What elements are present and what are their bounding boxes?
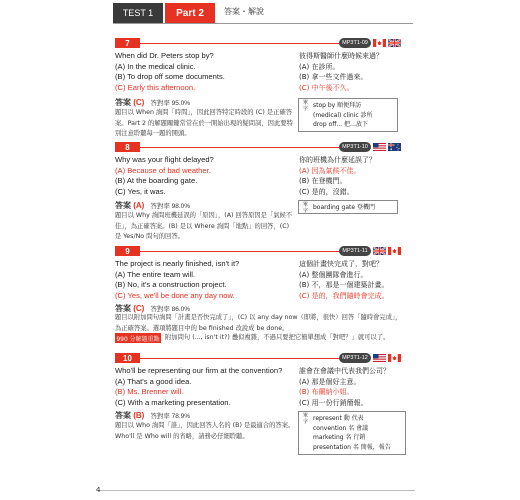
translation-b: (B) 拿一些文件過來。 <box>299 73 368 82</box>
translation-a: (A) 整個團隊會進行。 <box>299 270 368 279</box>
translation-a: (A) 在診所。 <box>299 62 340 71</box>
audio-track-button[interactable]: MP3 T1-09 <box>339 38 371 48</box>
option-a-correct: (A) Because of bad weather. <box>115 165 211 175</box>
translation-prompt: 你的班機為什麼延誤了？ <box>299 156 376 164</box>
translation-c-correct: (C) 中午後不久。 <box>299 83 354 92</box>
australia-flag-icon <box>388 143 401 151</box>
translation-prompt: 彼得斯醫師什麼時候來過？ <box>299 52 383 60</box>
header-divider <box>113 23 413 24</box>
translation-prompt: 誰會在會議中代表我們公司？ <box>299 367 390 375</box>
translation-b: (B) 不，那是一個建築計畫。 <box>299 281 389 290</box>
audio-track-button[interactable]: MP3 T1-11 <box>339 246 371 256</box>
translation-a: (A) 那是個好主意。 <box>299 377 361 386</box>
explanation: 題目以 Who 詢問「誰」，因此回答人名的 (B) 是最適合的答案。Who'll 是 Who will 的省略，請務必仔細聆聽。 <box>115 422 295 440</box>
us-flag-icon <box>373 143 386 151</box>
divider <box>140 358 345 359</box>
divider <box>140 251 345 252</box>
canada-flag-icon <box>373 39 386 47</box>
option-b-correct: (B) Ms. Brenner will. <box>115 387 184 397</box>
option-c: (C) With a marketing presentation. <box>115 397 231 407</box>
option-c-correct: (C) Early this afternoon. <box>115 82 196 92</box>
divider <box>140 43 345 44</box>
section-title: 答案・解說 <box>224 7 264 16</box>
footer-divider <box>100 490 415 491</box>
vocab-item: stop by 順便拜訪 <box>313 102 362 109</box>
us-flag-icon <box>373 354 386 362</box>
vocab-item: convention 名 會議 <box>313 424 369 432</box>
explanation: 題目以附加問句詢問「計畫是否快完成了」，(C) 以 any day now（即將，很快）回答「隨時會完成」，為正確答案。選項將題目中的 be finished 改說成 be done。 <box>115 314 402 332</box>
uk-flag-icon <box>388 39 401 47</box>
translation-a-correct: (A) 因為氣候不佳。 <box>299 166 361 175</box>
tip-text: 附加問句 (..., isn't it?) 疊似複雜，不過只要把它簡單想成「對吧？」就可以了。 <box>165 334 390 341</box>
explanation: 題目以 Why 詢問班機延誤的「原因」，(A) 回答原因是「氣候不佳」，為正確答案。(B) 是以 Where 詢問「地點」的回答，(C) 是 Yes/No 問句的回答。 <box>115 212 293 240</box>
question-7-prompt: When did Dr. Peters stop by? <box>115 51 214 60</box>
uk-flag-icon <box>373 247 386 255</box>
vocab-label: 單字 <box>302 413 308 425</box>
option-b: (B) At the boarding gate. <box>115 176 198 186</box>
question-8-prompt: Why was your flight delayed? <box>115 155 214 164</box>
question-9-header <box>115 246 405 256</box>
answer-line: 答案 (C) 答對率 95.0% <box>115 98 191 107</box>
translation-prompt: 這個計畫快完成了，對吧？ <box>299 260 383 268</box>
vocab-box <box>298 411 406 455</box>
vocab-item: boarding gate 登機門 <box>313 204 375 211</box>
option-b: (B) To drop off some documents. <box>115 72 225 82</box>
option-c: (C) Yes, it was. <box>115 186 166 196</box>
question-9-prompt: The project is nearly finished, isn't it? <box>115 259 240 268</box>
question-10-header <box>115 353 405 363</box>
vocab-item: represent 動 代表 <box>313 415 364 422</box>
option-a: (A) In the medical clinic. <box>115 61 196 71</box>
question-7-header <box>115 38 405 48</box>
answer-line: 答案 (B) 答對率 78.9% <box>115 411 191 420</box>
canada-flag-icon <box>388 247 401 255</box>
vocab-label: 單字 <box>302 100 308 112</box>
canada-flag-icon <box>388 354 401 362</box>
question-number: 7 <box>115 38 140 48</box>
option-c-correct: (C) Yes, we'll be done any day now. <box>115 290 235 300</box>
tip-badge: 990 分解題重點 <box>115 333 161 343</box>
option-a: (A) The entire team will. <box>115 269 196 279</box>
question-number: 8 <box>115 142 140 152</box>
vocab-item: marketing 名 行銷 <box>313 434 366 442</box>
option-b: (B) No, it's a construction project. <box>115 280 227 290</box>
translation-b-correct: (B) 布蘭納小姐。 <box>299 388 354 397</box>
divider <box>140 147 345 148</box>
translation-c-correct: (C) 是的，我們隨時會完成。 <box>299 291 389 300</box>
option-a: (A) That's a good idea. <box>115 376 192 386</box>
vocab-item: drop off... 把…放下 <box>313 121 368 129</box>
answer-line: 答案 (A) 答對率 98.0% <box>115 201 191 210</box>
explanation: 題目以 When 詢問「時間」，因此回答特定時段的 (C) 是正確答案。Part 2 的解題關鍵常常在於一開始出現的疑問詞，因此要特別注意聆聽每一題的開頭。 <box>115 109 293 137</box>
translation-c: (C) 用一份行銷簡報。 <box>299 398 368 407</box>
part-label: Part 2 <box>165 3 215 23</box>
page-number: 4 <box>96 486 101 494</box>
vocab-box <box>298 98 398 132</box>
vocab-item: presentation 名 簡報，報告 <box>313 443 391 451</box>
vocab-label: 單字 <box>302 202 308 214</box>
answer-line: 答案 (C) 答對率 86.0% <box>115 304 191 313</box>
audio-track-button[interactable]: MP3 T1-10 <box>339 142 371 152</box>
audio-track-button[interactable]: MP3 T1-12 <box>339 353 371 363</box>
question-8-header <box>115 142 405 152</box>
test-label: TEST 1 <box>113 3 163 23</box>
page-header <box>0 0 520 22</box>
question-10-prompt: Who'll be representing our firm at the convention? <box>115 366 283 375</box>
translation-b: (B) 在登機門。 <box>299 177 347 186</box>
vocab-item: (medical) clinic 診所 <box>313 111 373 119</box>
question-number: 10 <box>115 353 140 363</box>
question-number: 9 <box>115 246 140 256</box>
translation-c: (C) 是的，沒錯。 <box>299 187 354 196</box>
vocab-box <box>298 200 398 214</box>
